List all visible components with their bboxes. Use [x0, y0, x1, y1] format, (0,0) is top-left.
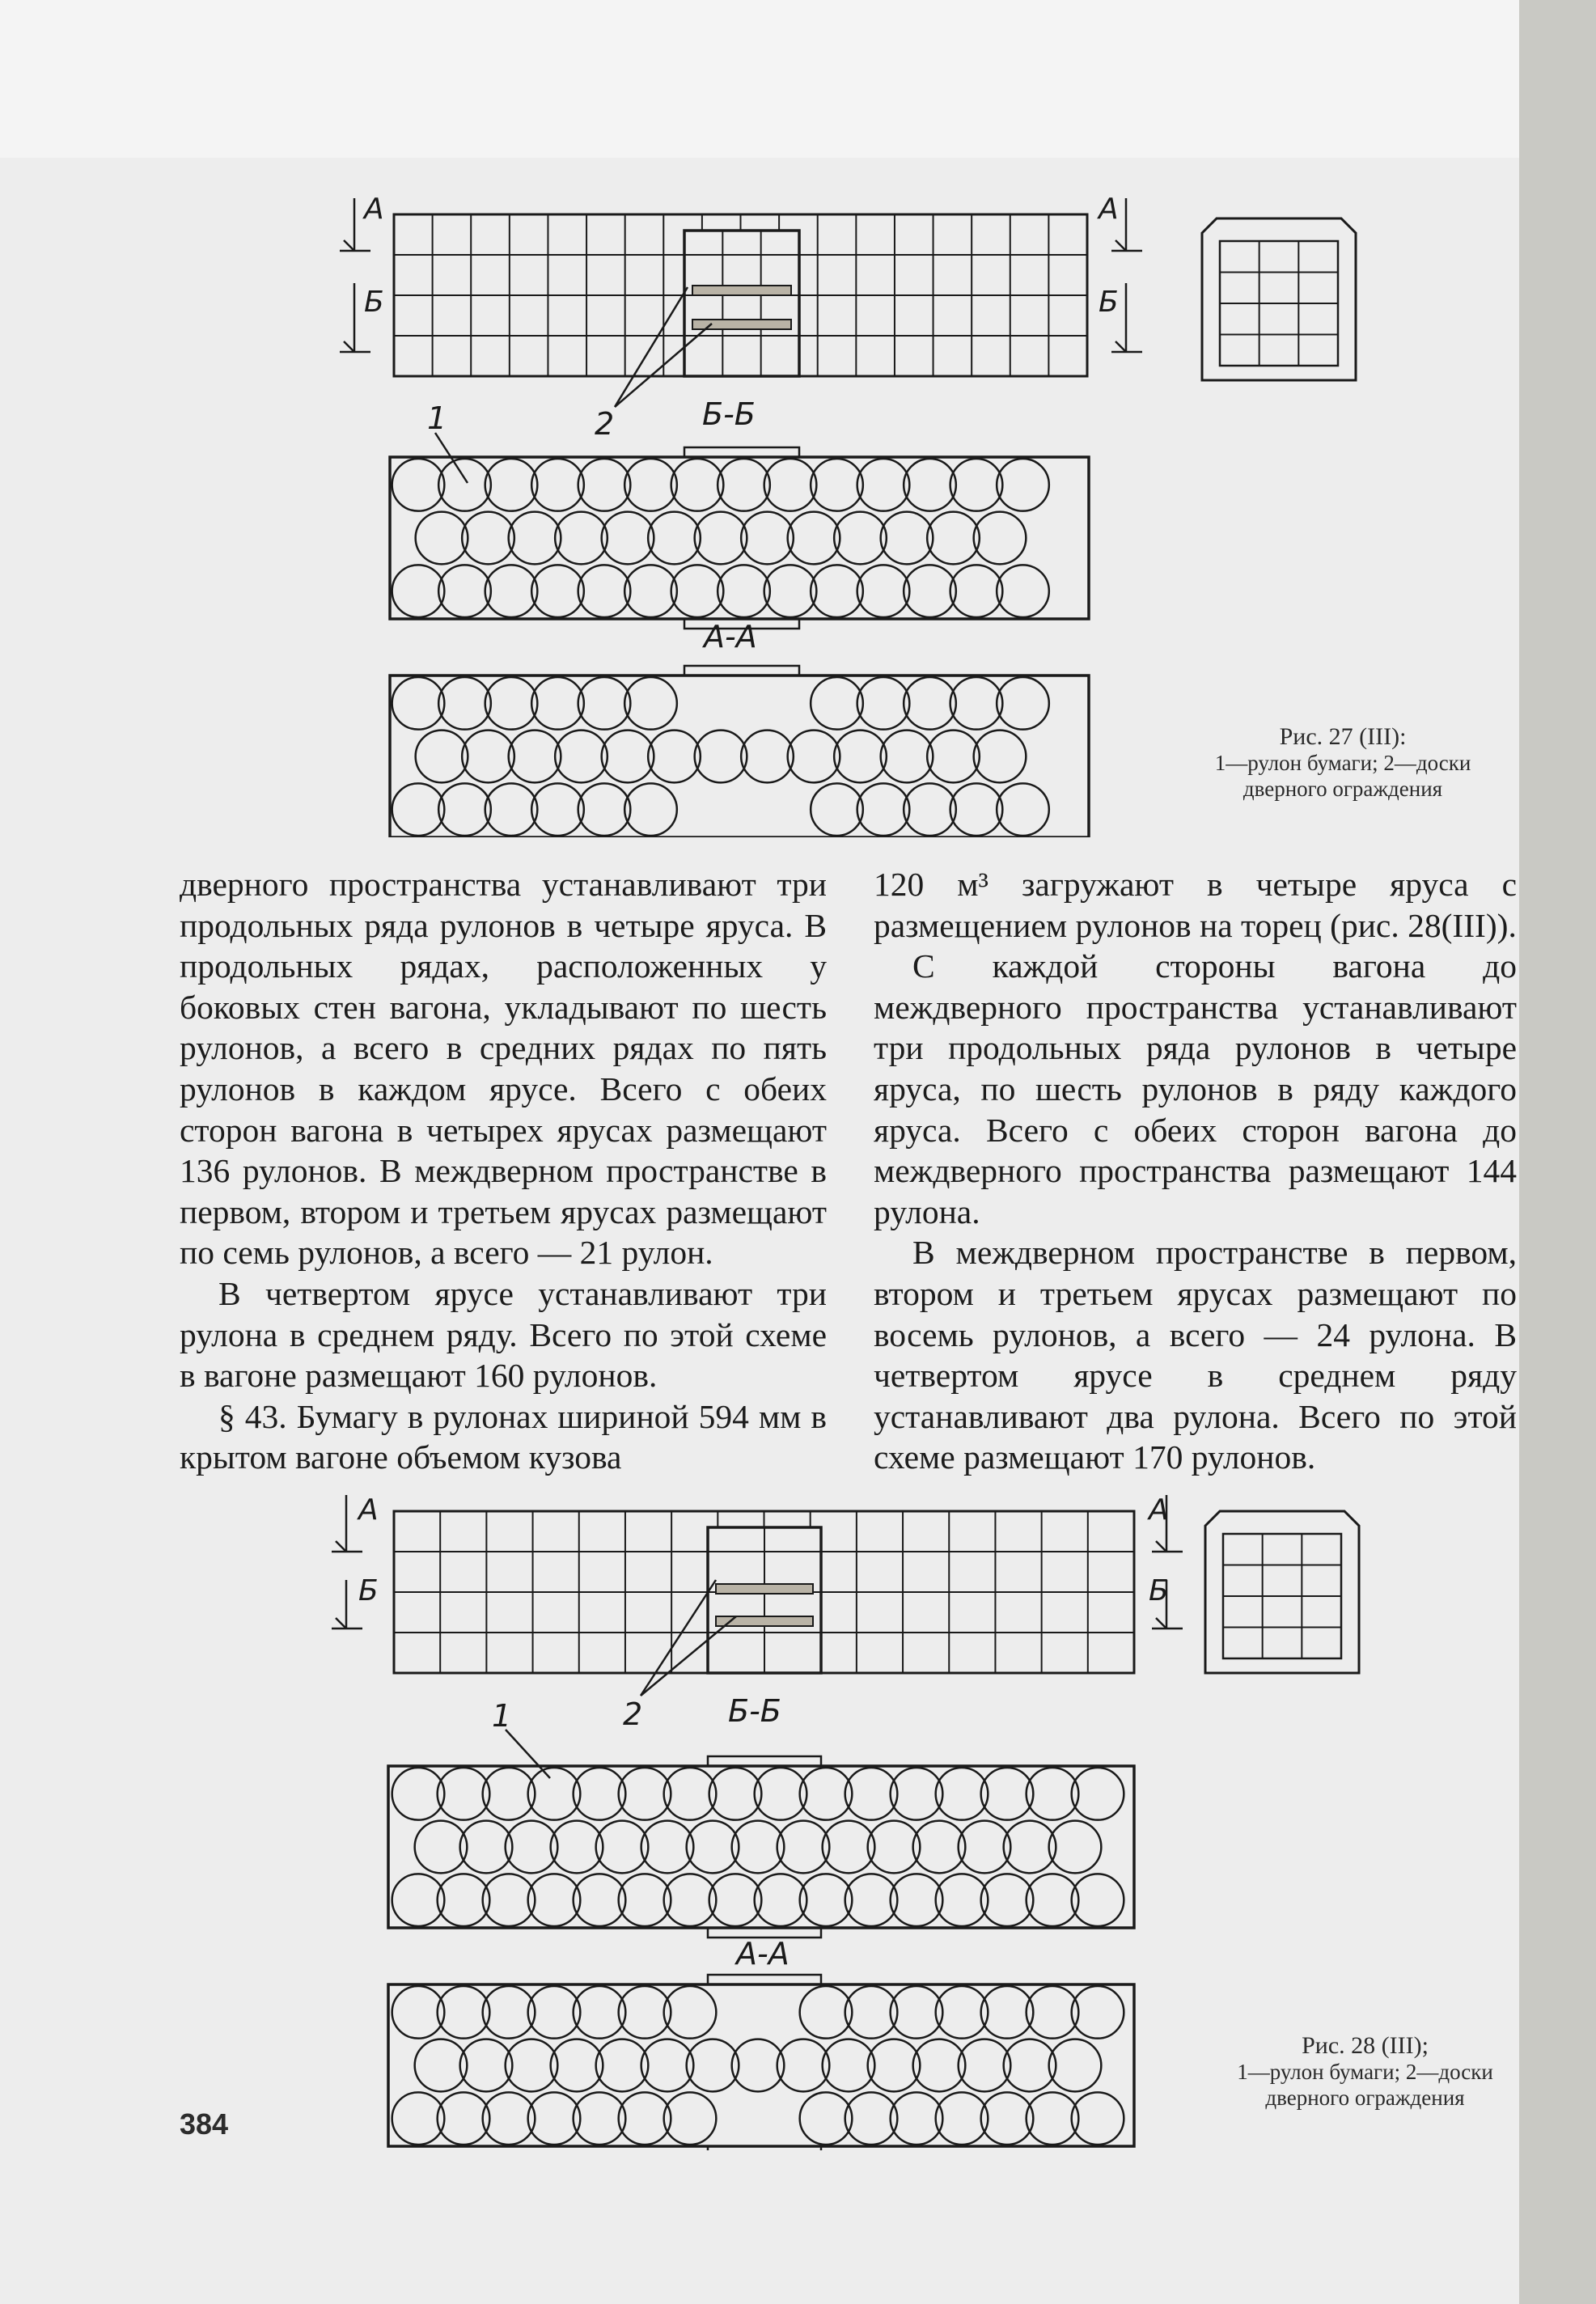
paper-roll [485, 677, 538, 730]
paper-roll [927, 731, 980, 783]
paper-roll [392, 677, 445, 730]
section-aa-view [390, 666, 1089, 837]
section-bb-label: Б-Б [702, 396, 756, 432]
section-outline [390, 457, 1089, 619]
paper-roll [531, 459, 584, 511]
paragraph: В междверном пространстве в первом, втором и третьем ярусах размещают по восемь рулонов, а всего — 24 рулона. В четвертом ярусе в среднем ряду устанавливают два рулона. Всего по этой схеме размещают 170 рулонов. [874, 1234, 1517, 1476]
paper-roll [392, 459, 445, 511]
wagon-plan-view [394, 1511, 1134, 1673]
paper-roll [578, 677, 631, 730]
paper-roll [671, 459, 724, 511]
wagon-end-view [1205, 1511, 1359, 1673]
paper-roll [624, 565, 677, 617]
end-outline [1202, 218, 1356, 380]
marker-a-right: А [1149, 1493, 1169, 1527]
paper-roll [438, 677, 491, 730]
paper-roll [950, 677, 1003, 730]
paper-roll [834, 512, 887, 565]
page-number: 384 [180, 2107, 229, 2141]
figure-28 [0, 1487, 1519, 2150]
section-bb-label: Б-Б [728, 1693, 781, 1729]
figure-28-caption [1213, 2033, 1517, 2111]
paper-roll [834, 731, 887, 783]
paper-roll [531, 783, 584, 836]
section-bb-view [388, 1756, 1134, 1938]
right-text-column [874, 864, 1517, 1478]
paper-roll [462, 731, 514, 783]
paper-roll [648, 512, 701, 565]
paragraph: 120 м³ загружают в четыре яруса с размещением рулонов на торец (рис. 28(III)). [874, 866, 1517, 944]
paper-roll [578, 565, 631, 617]
wagon-plan-view [394, 214, 1087, 376]
paper-roll [485, 565, 538, 617]
paper-roll [509, 512, 561, 565]
paper-roll [857, 677, 910, 730]
page-top-margin [0, 0, 1519, 158]
marker-a-left: А [358, 1493, 379, 1527]
door-board [692, 286, 791, 295]
paper-roll [811, 459, 863, 511]
figure-27 [0, 190, 1519, 837]
marker-b-left: Б [358, 1574, 379, 1607]
paper-roll [555, 512, 607, 565]
paper-roll [416, 731, 468, 783]
paper-roll [718, 459, 770, 511]
callout-2: 2 [595, 406, 615, 442]
paper-roll [578, 783, 631, 836]
marker-b-right: Б [1149, 1574, 1169, 1607]
paper-roll [624, 783, 677, 836]
paper-roll [997, 459, 1049, 511]
paper-roll [602, 512, 654, 565]
paper-roll [950, 565, 1003, 617]
door-tab [708, 1975, 821, 1984]
paper-roll [531, 565, 584, 617]
paper-roll [718, 565, 770, 617]
door-tab [708, 1756, 821, 1766]
left-text-column [180, 864, 827, 1478]
paper-roll [485, 783, 538, 836]
paragraph: С каждой стороны вагона до междверного пространства устанавливают три продольных ряда рулонов в четыре яруса, по шесть рулонов в ряду каждого яруса. Всего с обеих сторон вагона до междверного пространства размещают 144 рулона. [874, 947, 1517, 1230]
paper-roll [671, 565, 724, 617]
paper-roll [788, 731, 840, 783]
paper-roll [485, 459, 538, 511]
paper-roll [997, 677, 1049, 730]
paper-roll [392, 783, 445, 836]
door-tab [684, 447, 799, 457]
caption-title: Рис. 28 (III); [1302, 2032, 1429, 2059]
caption-text: 1—рулон бумаги; 2—доски дверного ограждения [1214, 751, 1471, 801]
door-board [716, 1584, 813, 1594]
paper-roll [788, 512, 840, 565]
paper-roll [811, 565, 863, 617]
marker-a-right: А [1099, 193, 1119, 226]
section-aa-label: А-А [704, 619, 757, 654]
paper-roll [881, 512, 933, 565]
caption-title: Рис. 27 (III): [1279, 723, 1407, 750]
paragraph: В четвертом ярусе устанавливают три рулона в среднем ряду. Всего по этой схеме в вагоне размещают 160 рулонов. [180, 1274, 827, 1395]
caption-text: 1—рулон бумаги; 2—доски дверного ограждения [1237, 2060, 1493, 2110]
paper-roll [811, 677, 863, 730]
paper-roll [997, 565, 1049, 617]
door-tab [708, 2146, 821, 2150]
paper-roll [974, 512, 1027, 565]
paper-roll [695, 731, 747, 783]
section-outline [388, 1984, 1134, 2146]
paper-roll [555, 731, 607, 783]
end-outline [1205, 1511, 1359, 1673]
paper-roll [857, 783, 910, 836]
paragraph: § 43. Бумагу в рулонах шириной 594 мм в крытом вагоне объемом кузова [180, 1397, 827, 1476]
paper-roll [950, 459, 1003, 511]
section-aa-label: А-А [736, 1936, 790, 1972]
paper-roll [881, 731, 933, 783]
paper-roll [624, 677, 677, 730]
figure-27-caption [1197, 724, 1488, 802]
paper-roll [416, 512, 468, 565]
section-outline [390, 676, 1089, 837]
paper-roll [811, 783, 863, 836]
page-edge-shadow [1519, 0, 1596, 2304]
paper-roll [857, 565, 910, 617]
paper-roll [997, 783, 1049, 836]
paper-roll [764, 459, 817, 511]
wagon-end-view [1202, 218, 1356, 380]
section-bb-view [390, 447, 1089, 629]
paper-roll [578, 459, 631, 511]
paper-roll [741, 512, 794, 565]
paper-roll [950, 783, 1003, 836]
marker-b-left: Б [364, 286, 384, 319]
callout-1: 1 [427, 400, 447, 436]
paper-roll [462, 512, 514, 565]
paper-roll [927, 512, 980, 565]
paper-roll [695, 512, 747, 565]
paper-roll [857, 459, 910, 511]
paper-roll [531, 677, 584, 730]
paper-roll [904, 565, 956, 617]
paper-roll [764, 565, 817, 617]
paper-roll [974, 731, 1027, 783]
paper-roll [509, 731, 561, 783]
callout-2: 2 [623, 1696, 643, 1732]
paper-roll [438, 565, 491, 617]
callout-1: 1 [492, 1698, 512, 1734]
paper-roll [392, 565, 445, 617]
paper-roll [438, 459, 491, 511]
paper-roll [904, 677, 956, 730]
paper-roll [438, 783, 491, 836]
paper-roll [741, 731, 794, 783]
section-aa-view [388, 1975, 1134, 2150]
door-tab [684, 666, 799, 676]
paper-roll [624, 459, 677, 511]
paper-roll [904, 783, 956, 836]
paper-roll [602, 731, 654, 783]
marker-b-right: Б [1099, 286, 1119, 319]
paper-roll [904, 459, 956, 511]
paper-roll [648, 731, 701, 783]
paragraph: дверного пространства устанавливают три продольных ряда рулонов в четыре яруса. В продольных рядах, расположенных у боковых стен вагона, укладывают по шесть рулонов, а всего в средних рядах по пять рулонов в каждом ярусе. Всего с обеих сторон вагона в четырех ярусах размещают 136 рулонов. В междверном пространстве в первом, втором и третьем ярусах размещают по семь рулонов, а всего — 21 рулон. [180, 866, 827, 1272]
door-frame [684, 231, 799, 376]
marker-a-left: А [364, 193, 384, 226]
